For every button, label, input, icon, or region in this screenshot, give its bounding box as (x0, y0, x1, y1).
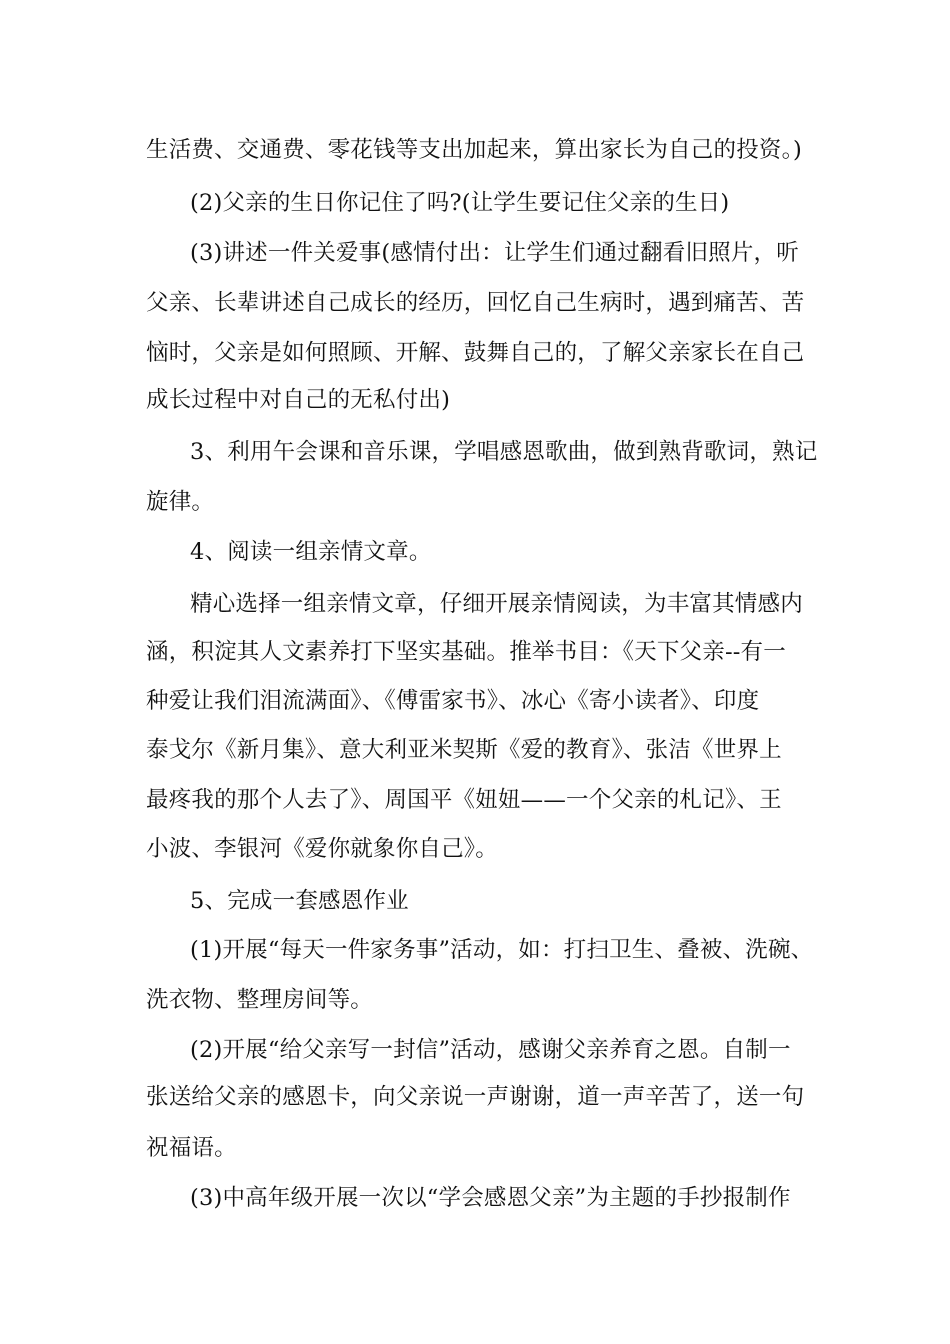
text-line: 最疼我的那个人去了》、周国平《妞妞——一个父亲的札记》、王 (146, 787, 782, 813)
text-line: 种爱让我们泪流满面》、《傅雷家书》、冰心《寄小读者》、印度 (146, 688, 760, 714)
text-line: 成长过程中对自己的无私付出) (146, 387, 451, 413)
text-line: 父亲、长辈讲述自己成长的经历，回忆自己生病时，遇到痛苦、苦 (146, 290, 805, 316)
text-line: 精心选择一组亲情文章，仔细开展亲情阅读，为丰富其情感内 (190, 591, 803, 617)
text-line: (1)开展“每天一件家务事”活动，如：打扫卫生、叠被、洗碗、 (190, 937, 814, 963)
text-line: 张送给父亲的感恩卡，向父亲说一声谢谢，道一声辛苦了，送一句 (146, 1084, 805, 1110)
text-line: (3)讲述一件关爱事(感情付出：让学生们通过翻看旧照片，听 (190, 240, 799, 266)
text-line: 涵，积淀其人文素养打下坚实基础。推举书目：《天下父亲--有一 (146, 639, 786, 665)
text-line: 洗衣物、整理房间等。 (146, 987, 374, 1013)
text-line: (2)父亲的生日你记住了吗?(让学生要记住父亲的生日) (190, 190, 730, 216)
text-line: 生活费、交通费、零花钱等支出加起来，算出家长为自己的投资。) (146, 137, 803, 163)
text-line: 4、阅读一组亲情文章。 (190, 539, 432, 565)
text-line: (2)开展“给父亲写一封信”活动，感谢父亲养育之恩。自制一 (190, 1037, 791, 1063)
text-line: 祝福语。 (146, 1135, 237, 1161)
text-line: 小波、李银河《爱你就象你自己》。 (146, 836, 498, 862)
text-line: 旋律。 (146, 489, 215, 515)
text-line: 3、利用午会课和音乐课，学唱感恩歌曲，做到熟背歌词，熟记 (190, 439, 818, 465)
text-line: 泰戈尔《新月集》、意大利亚米契斯《爱的教育》、张洁《世界上 (146, 737, 782, 763)
text-line: 5、完成一套感恩作业 (190, 888, 409, 914)
text-line: (3)中高年级开展一次以“学会感恩父亲”为主题的手抄报制作 (190, 1185, 791, 1211)
text-line: 恼时，父亲是如何照顾、开解、鼓舞自己的，了解父亲家长在自己 (146, 340, 805, 366)
